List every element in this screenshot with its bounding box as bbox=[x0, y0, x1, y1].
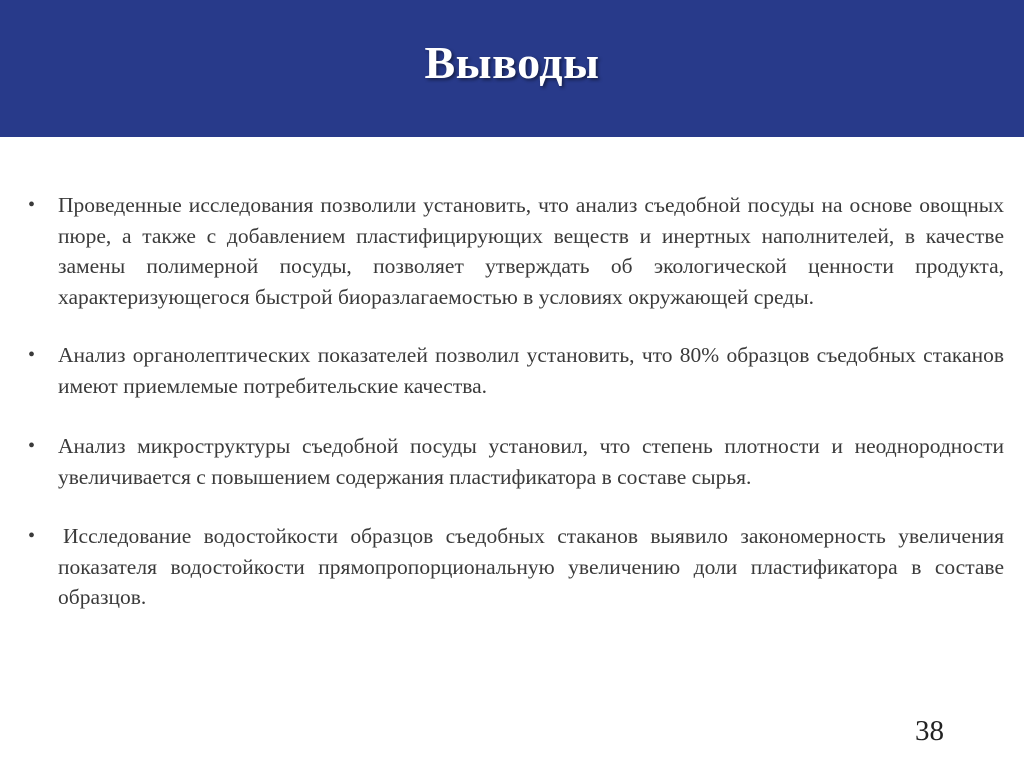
bullet-item bbox=[28, 190, 1004, 312]
slide-title: Выводы bbox=[424, 37, 600, 88]
bullet-item bbox=[28, 340, 1004, 401]
bullet-item bbox=[28, 521, 1004, 613]
bullet-text: Анализ микроструктуры съедобной посуды установил, что степень плотности и неоднородности увеличивается с повышением содержания пластификатора в составе сырья. bbox=[58, 434, 1004, 489]
bullet-list bbox=[28, 190, 1004, 641]
bullet-marker: • bbox=[28, 435, 36, 457]
bullet-text: Исследование водостойкости образцов съедобных стаканов выявило закономерность увеличения показателя водостойкости прямопропорциональную увеличению доли пластификатора в составе образцов. bbox=[58, 524, 1004, 609]
bullet-marker: • bbox=[28, 194, 36, 216]
bullet-text: Проведенные исследования позволили установить, что анализ съедобной посуды на основе овощных пюре, а также с добавлением пластифицирующих веществ и инертных наполнителей, в качестве замены полимерной посуды, позволяет утверждать об экологической ценности продукта, характеризующегося быстрой биоразлагаемостью в условиях окружающей среды. bbox=[58, 193, 1004, 309]
bullet-item bbox=[28, 431, 1004, 492]
bullet-text: Анализ органолептических показателей позволил установить, что 80% образцов съедобных стаканов имеют приемлемые потребительские качества. bbox=[58, 343, 1004, 398]
bullet-marker: • bbox=[28, 525, 36, 547]
page-number: 38 bbox=[915, 715, 944, 747]
bullet-marker: • bbox=[28, 344, 36, 366]
title-banner bbox=[0, 0, 1024, 137]
